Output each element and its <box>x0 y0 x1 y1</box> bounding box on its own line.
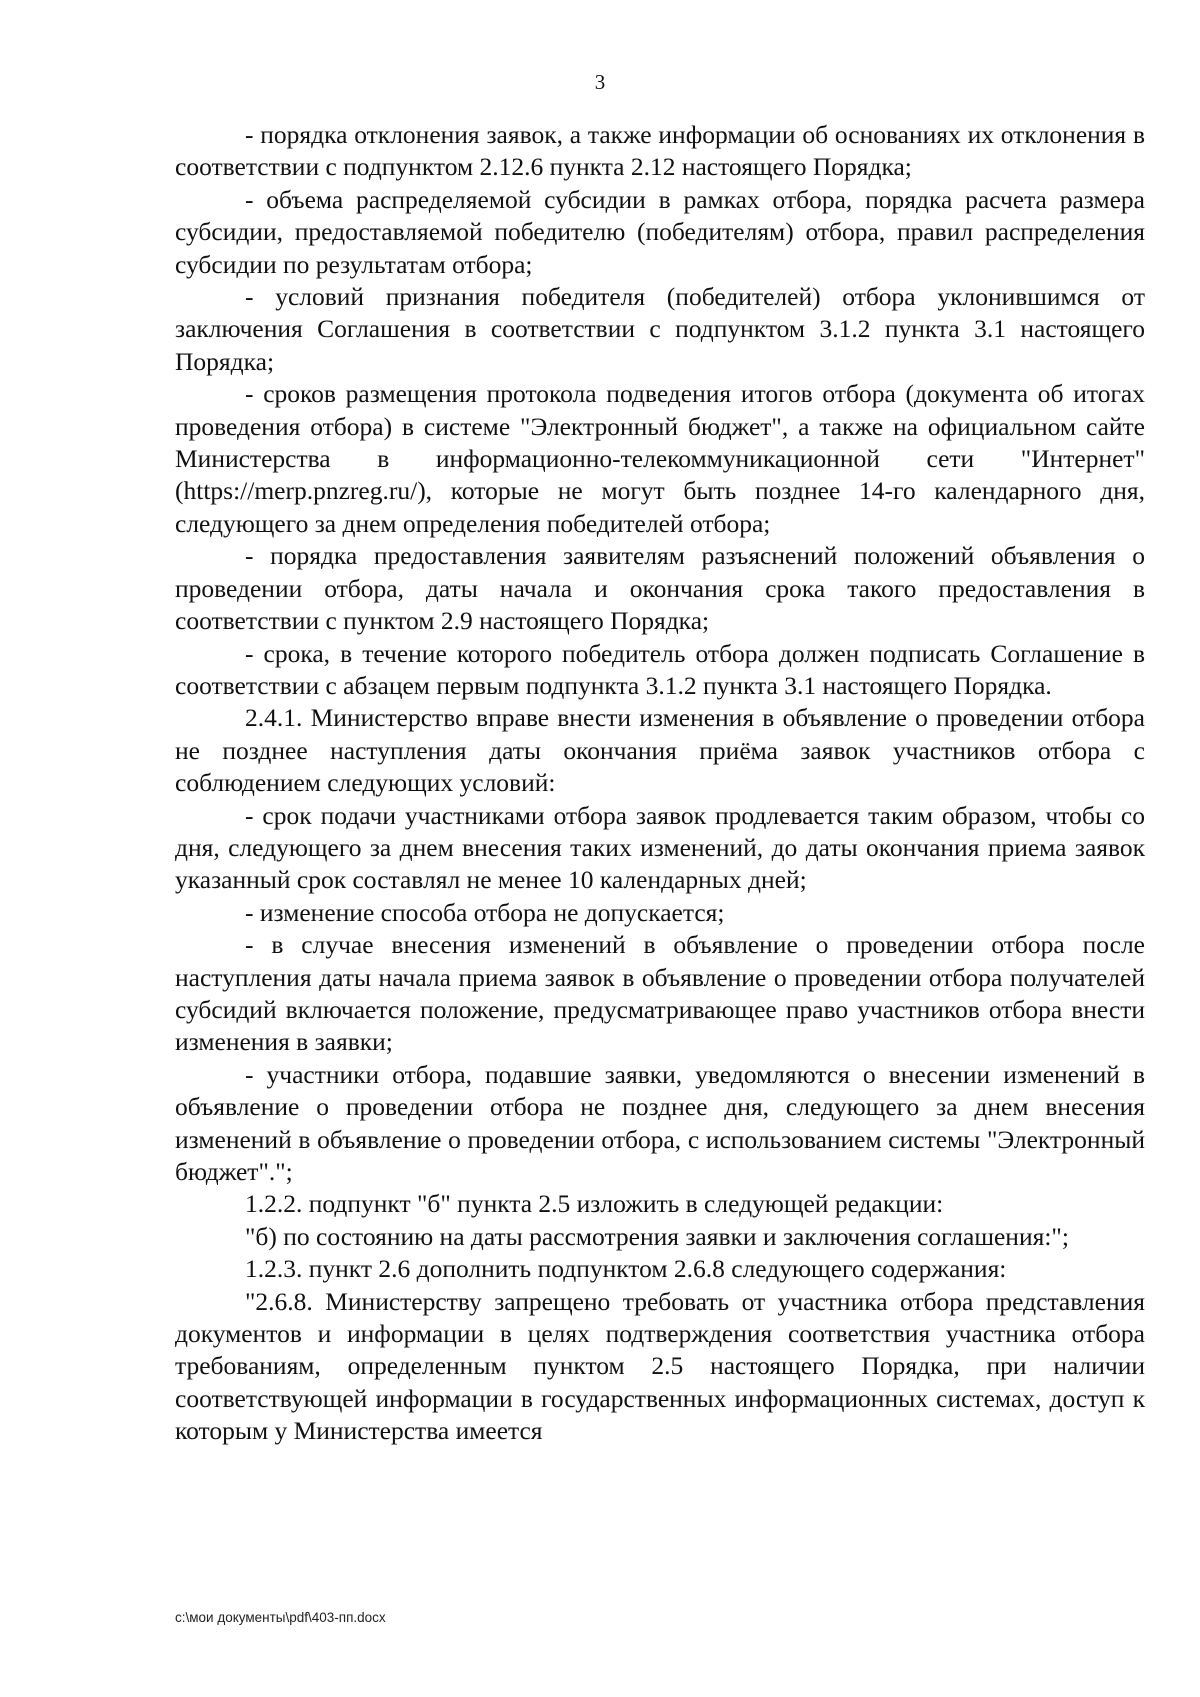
paragraph: 2.4.1. Министерство вправе внести изменения в объявление о проведении отбора не позднее наступления даты окончания приёма заявок участников отбора с соблюдением следующих условий: <box>175 703 1145 798</box>
paragraph: - объема распределяемой субсидии в рамках отбора, порядка расчета размера субсидии, предоставляемой победителю (победителям) отбора, правил распределения субсидии по результатам отбора; <box>175 184 1145 279</box>
paragraph: - изменение способа отбора не допускается; <box>245 897 725 927</box>
paragraph: - порядка предоставления заявителям разъяснений положений объявления о проведении отбора, даты начала и окончания срока такого предоставления в соответствии с пунктом 2.9 настоящего Порядка; <box>175 541 1145 636</box>
paragraph: - в случае внесения изменений в объявление о проведении отбора после наступления даты начала приема заявок в объявление о проведении отбора получателей субсидий включается положение, предусматривающее право участников отбора внести изменения в заявки; <box>175 930 1145 1057</box>
paragraph: 1.2.2. подпункт "б" пункта 2.5 изложить в следующей редакции: <box>245 1189 944 1219</box>
paragraph: "б) по состоянию на даты рассмотрения заявки и заключения соглашения:"; <box>245 1221 1069 1251</box>
footer-file-path: c:\мои документы\pdf\403-пп.docx <box>175 1610 386 1625</box>
paragraph: - порядка отклонения заявок, а также информации об основаниях их отклонения в соответствии с подпунктом 2.12.6 пункта 2.12 настоящего Порядка; <box>175 120 1145 182</box>
paragraph: 1.2.3. пункт 2.6 дополнить подпунктом 2.6.8 следующего содержания: <box>245 1254 1007 1284</box>
paragraph: - сроков размещения протокола подведения итогов отбора (документа об итогах проведения отбора) в системе "Электронный бюджет", а также на официальном сайте Министерства в информационно-телекоммуникационной сети "Интернет" (https://merp.pnzreg.ru/), которые не могут быть позднее 14-го календарного дня, следующего за днем определения победителей отбора; <box>175 379 1145 538</box>
paragraph: - участники отбора, подавшие заявки, уведомляются о внесении изменений в объявление о проведении отбора не позднее дня, следующего за днем внесения изменений в объявление о проведении отбора, с использованием системы "Электронный бюджет"."; <box>175 1059 1145 1186</box>
paragraph: "2.6.8. Министерству запрещено требовать от участника отбора представления документов и информации в целях подтверждения соответствия участника отбора требованиям, определенным пунктом 2.5 настоящего Порядка, при наличии соответствующей информации в государственных информационных системах, доступ к которым у Министерства имеется <box>175 1286 1145 1446</box>
paragraph: - срок подачи участниками отбора заявок продлевается таким образом, чтобы со дня, следующего за днем внесения таких изменений, до даты окончания приема заявок указанный срок составлял не менее 10 календарных дней; <box>175 800 1145 895</box>
paragraph: - условий признания победителя (победителей) отбора уклонившимся от заключения Соглашения в соответствии с подпунктом 3.1.2 пункта 3.1 настоящего Порядка; <box>175 282 1145 376</box>
document-body <box>175 119 1145 1448</box>
paragraph: - срока, в течение которого победитель отбора должен подписать Соглашение в соответствии с абзацем первым подпункта 3.1.2 пункта 3.1 настоящего Порядка. <box>175 638 1145 700</box>
page-number: 3 <box>594 70 606 94</box>
